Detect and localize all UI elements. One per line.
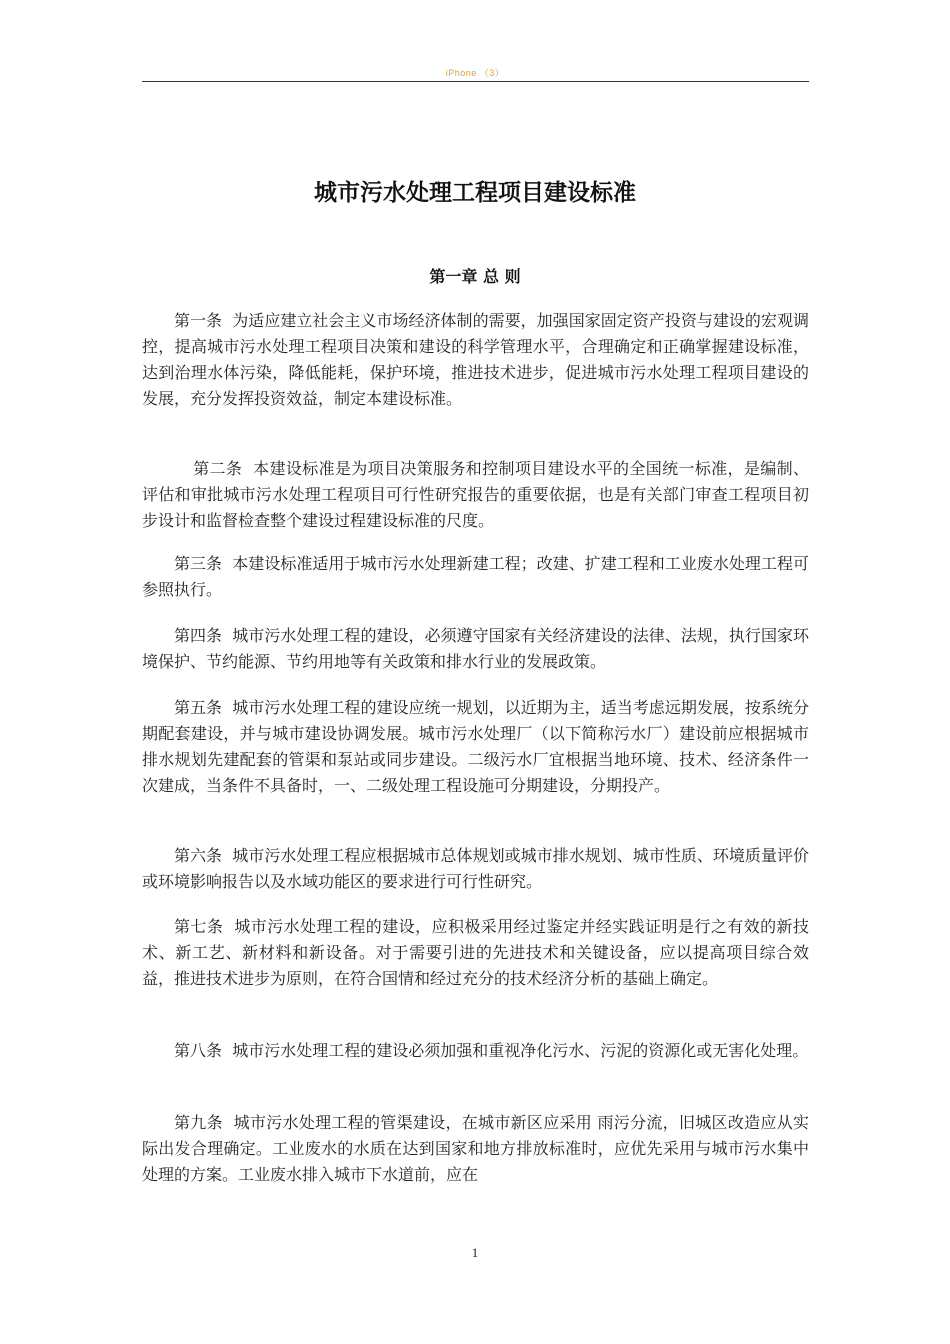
- article-text: 城市污水处理工程的建设，必须遵守国家有关经济建设的法律、法规，执行国家环境保护、节约能源、节约用地等有关政策和排水行业的发展政策。: [142, 626, 809, 671]
- article-label: 第二条: [193, 459, 243, 478]
- article-text: 本建设标准适用于城市污水处理新建工程；改建、扩建工程和工业废水处理工程可参照执行。: [142, 554, 809, 599]
- article-text: 本建设标准是为项目决策服务和控制项目建设水平的全国统一标准，是编制、评估和审批城市污水处理工程项目可行性研究报告的重要依据，也是有关部门审查工程项目初步设计和监督检查整个建设过程建设标准的尺度。: [142, 459, 809, 530]
- article-5: [142, 695, 809, 799]
- article-label: 第八条: [174, 1041, 223, 1060]
- article-text: 城市污水处理工程的建设必须加强和重视净化污水、污泥的资源化或无害化处理。: [232, 1041, 809, 1060]
- article-4: [142, 623, 809, 675]
- article-label: 第九条: [174, 1113, 223, 1132]
- article-text: 为适应建立社会主义市场经济体制的需要，加强国家固定资产投资与建设的宏观调控，提高城市污水处理工程项目决策和建设的科学管理水平，合理确定和正确掌握建设标准，达到治理水体污染，降低能耗，保护环境，推进技术进步，促进城市污水处理工程项目建设的发展，充分发挥投资效益，制定本建设标准。: [142, 311, 809, 408]
- article-6: [142, 843, 809, 895]
- article-7: [142, 914, 809, 992]
- article-text: 城市污水处理工程的管渠建设，在城市新区应采用 雨污分流，旧城区改造应从实际出发合理确定。工业废水的水质在达到国家和地方排放标准时，应优先采用与城市污水集中处理的方案。工业废水排入城市下水道前，应在: [142, 1113, 809, 1184]
- article-label: 第六条: [174, 846, 223, 865]
- page-number: 1: [471, 1245, 479, 1260]
- article-8: [142, 1038, 809, 1064]
- article-label: 第七条: [174, 917, 224, 936]
- article-text: 城市污水处理工程的建设，应积极采用经过鉴定并经实践证明是行之有效的新技术、新工艺、新材料和新设备。对于需要引进的先进技术和关键设备，应以提高项目综合效益，推进技术进步为原则，在符合国情和经过充分的技术经济分析的基础上确定。: [142, 917, 809, 988]
- chapter-heading: 第一章 总 则: [429, 267, 521, 286]
- article-2: [142, 456, 809, 534]
- article-text: 城市污水处理工程的建设应统一规划，以近期为主，适当考虑远期发展，按系统分期配套建设，并与城市建设协调发展。城市污水处理厂（以下简称污水厂）建设前应根据城市排水规划先建配套的管渠和泵站或同步建设。二级污水厂宜根据当地环境、技术、经济条件一次建成，当条件不具备时，一、二级处理工程设施可分期建设，分期投产。: [142, 698, 809, 795]
- article-1: [142, 308, 809, 412]
- article-9: [142, 1110, 809, 1188]
- article-label: 第一条: [174, 311, 223, 330]
- running-header: iPhone （3）: [445, 68, 505, 78]
- article-label: 第五条: [174, 698, 223, 717]
- article-label: 第四条: [174, 626, 223, 645]
- document-title: 城市污水处理工程项目建设标准: [314, 180, 636, 206]
- article-label: 第三条: [174, 554, 223, 573]
- header-divider: [142, 81, 809, 82]
- article-3: [142, 551, 809, 603]
- article-text: 城市污水处理工程应根据城市总体规划或城市排水规划、城市性质、环境质量评价或环境影响报告以及水域功能区的要求进行可行性研究。: [142, 846, 809, 891]
